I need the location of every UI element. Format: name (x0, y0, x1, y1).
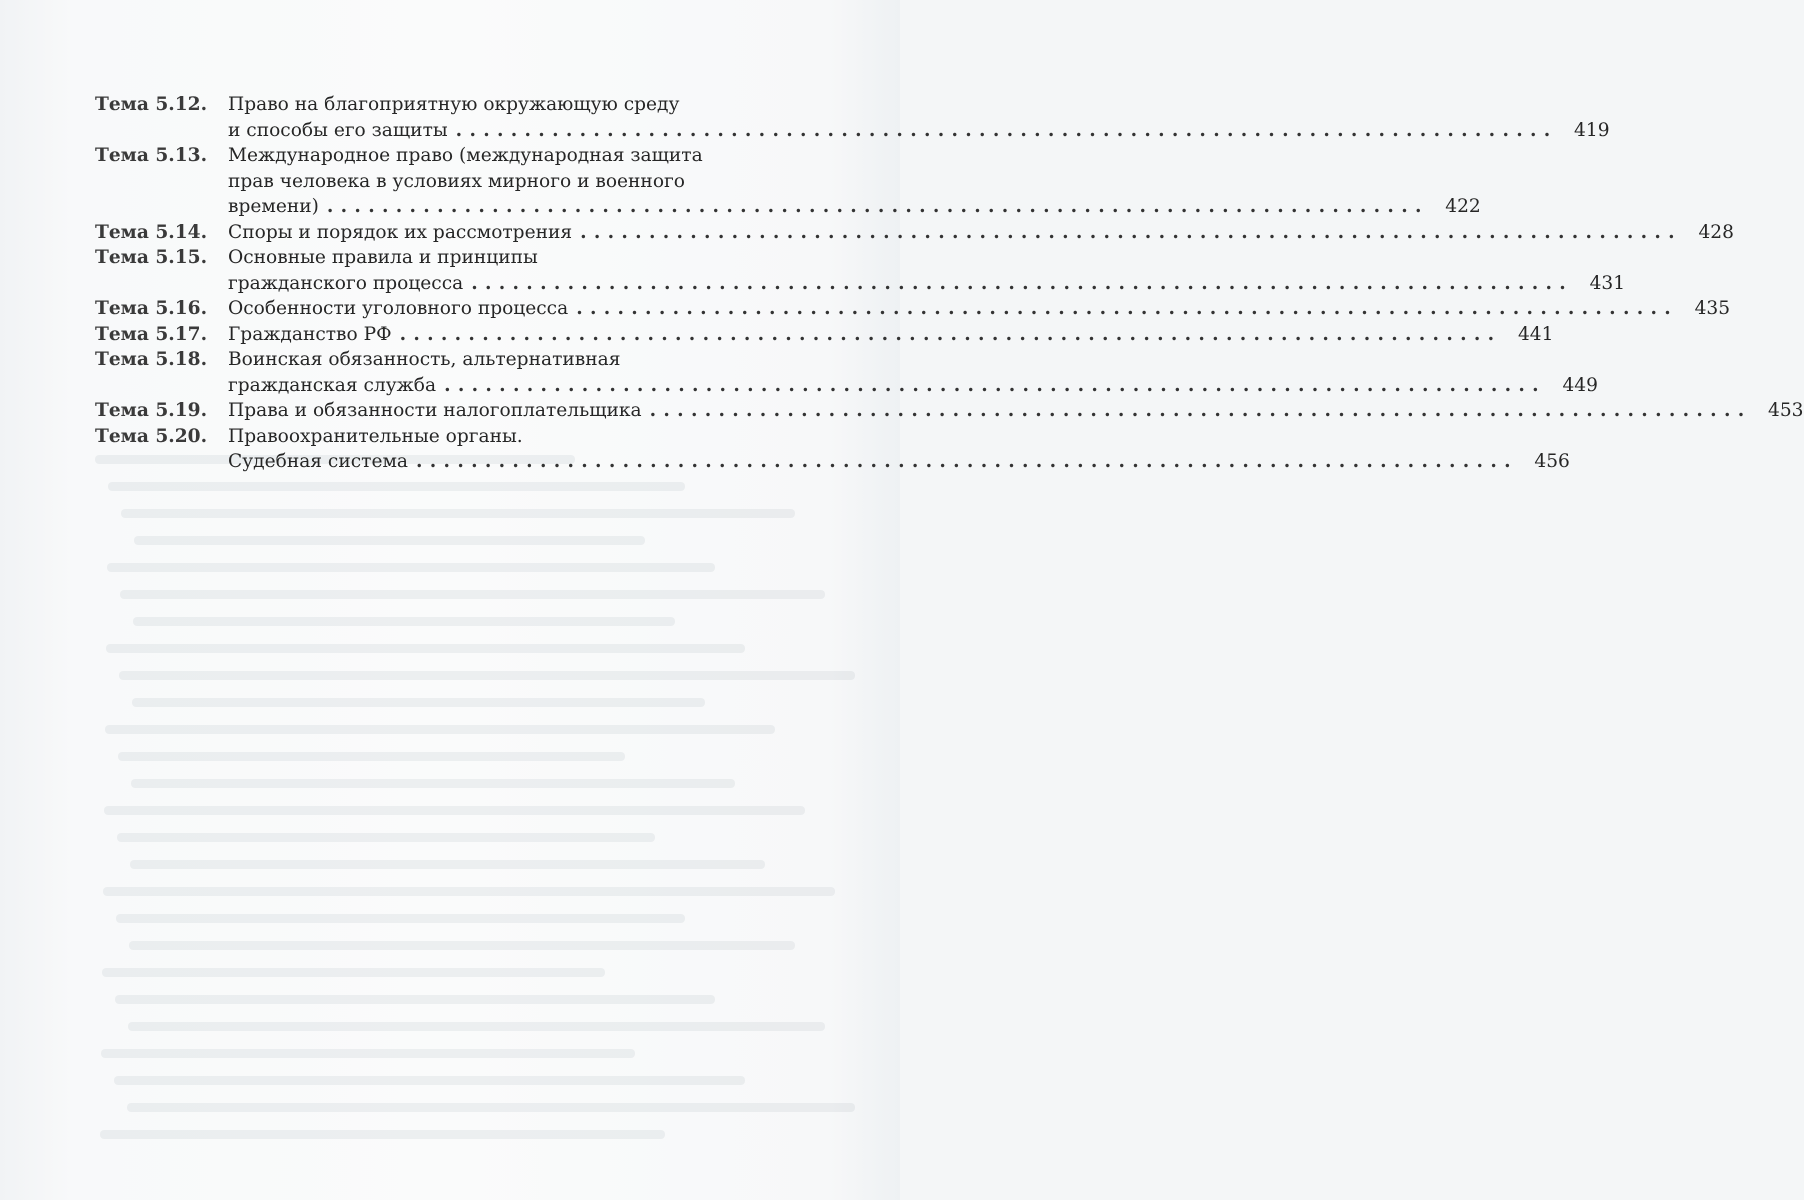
show-through-line (106, 644, 745, 653)
show-through-line (133, 617, 675, 626)
topic-number: Тема 5.15. (95, 247, 208, 268)
page-number: 422 (1445, 196, 1481, 217)
toc-entry (95, 296, 1731, 322)
toc-line (95, 347, 850, 373)
toc-line (95, 424, 850, 450)
topic-number: Тема 5.13. (95, 145, 208, 166)
show-through-line (108, 482, 685, 491)
topic-title-line: и способы его защиты (228, 119, 448, 141)
toc-entry (95, 398, 1804, 424)
toc-entry (95, 424, 1570, 475)
topic-number: Тема 5.19. (95, 400, 208, 421)
show-through-line (103, 887, 835, 896)
topic-title-line: Право на благоприятную окружающую среду (228, 94, 680, 115)
show-through-line (132, 698, 705, 707)
show-through-line (130, 860, 765, 869)
page-number: 441 (1517, 323, 1554, 345)
show-through-line (105, 725, 775, 734)
toc-entry (95, 322, 1554, 348)
toc-line (95, 92, 850, 118)
toc-line (95, 143, 850, 169)
topic-title-line: гражданская служба (228, 374, 437, 396)
topic-title-line: Международное право (международная защита (228, 145, 703, 166)
topic-number: Тема 5.14. (95, 221, 208, 243)
topic-title-line: Правоохранительные органы. (228, 425, 523, 447)
dot-leader: ................................................................................ (444, 374, 1546, 396)
dot-leader: ................................................................................ (326, 196, 1429, 217)
show-through-line (114, 1076, 745, 1085)
toc-line (95, 398, 1804, 424)
dot-leader: ................................................................................ (471, 272, 1574, 294)
show-through-line (100, 1130, 665, 1139)
show-through-line (134, 536, 645, 545)
toc-entry (95, 347, 1598, 398)
page-number: 431 (1589, 272, 1626, 294)
topic-title-line: Гражданство РФ (228, 323, 392, 345)
toc-line (95, 118, 1610, 144)
page-number: 419 (1574, 119, 1610, 141)
toc-entry (95, 245, 1626, 296)
toc-line (95, 322, 1554, 348)
toc-line (95, 245, 850, 271)
show-through-line (129, 941, 795, 950)
topic-number: Тема 5.17. (95, 323, 208, 345)
topic-title-line: Основные правила и принципы (228, 247, 538, 268)
toc-line (95, 449, 1570, 475)
show-through-line (127, 1103, 855, 1112)
topic-number: Тема 5.12. (95, 94, 208, 115)
page-number: 456 (1534, 451, 1570, 472)
page-number: 449 (1562, 374, 1598, 396)
dot-leader: ................................................................................ (399, 323, 1502, 345)
topic-number: Тема 5.20. (95, 425, 208, 447)
topic-title-line: Права и обязанности налогоплательщика (228, 400, 642, 421)
dot-leader: ................................................................................ (455, 119, 1558, 141)
topic-title-line: времени) (228, 196, 319, 217)
toc-entry (95, 92, 1610, 143)
dot-leader: ................................................................................ (580, 221, 1682, 243)
show-through-line (119, 671, 855, 680)
page-number: 435 (1694, 298, 1731, 319)
toc-line (95, 169, 850, 195)
show-through-line (131, 779, 735, 788)
topic-title-line: Споры и порядок их рассмотрения (228, 221, 573, 243)
topic-title-line: Особенности уголовного процесса (228, 298, 569, 319)
show-through-line (120, 590, 825, 599)
show-through-line (118, 752, 625, 761)
page-number: 428 (1698, 221, 1734, 243)
toc-line (95, 296, 1731, 322)
page-number: 453 (1768, 400, 1804, 421)
dot-leader: ................................................................................ (416, 451, 1518, 472)
dot-leader: ................................................................................ (576, 298, 1679, 319)
topic-title-line: гражданского процесса (228, 272, 464, 294)
show-through-line (107, 563, 715, 572)
show-through-line (117, 833, 655, 842)
show-through-line (104, 806, 805, 815)
toc-line (95, 194, 1481, 220)
topic-title-line: Воинская обязанность, альтернативная (228, 349, 621, 370)
show-through-line (115, 995, 715, 1004)
topic-number: Тема 5.16. (95, 298, 208, 319)
show-through-texture (95, 455, 855, 1175)
dot-leader: ................................................................................ (649, 400, 1752, 421)
toc-entry (95, 220, 1734, 246)
toc-line (95, 373, 1598, 399)
topic-number: Тема 5.18. (95, 349, 208, 370)
topic-title-line: прав человека в условиях мирного и военного (228, 170, 685, 192)
table-of-contents (95, 92, 1804, 475)
show-through-line (101, 1049, 635, 1058)
topic-title-line: Судебная система (228, 451, 408, 472)
show-through-line (121, 509, 795, 518)
show-through-line (128, 1022, 825, 1031)
toc-line (95, 271, 1626, 297)
toc-entry (95, 143, 1481, 220)
show-through-line (116, 914, 685, 923)
show-through-line (102, 968, 605, 977)
toc-line (95, 220, 1734, 246)
